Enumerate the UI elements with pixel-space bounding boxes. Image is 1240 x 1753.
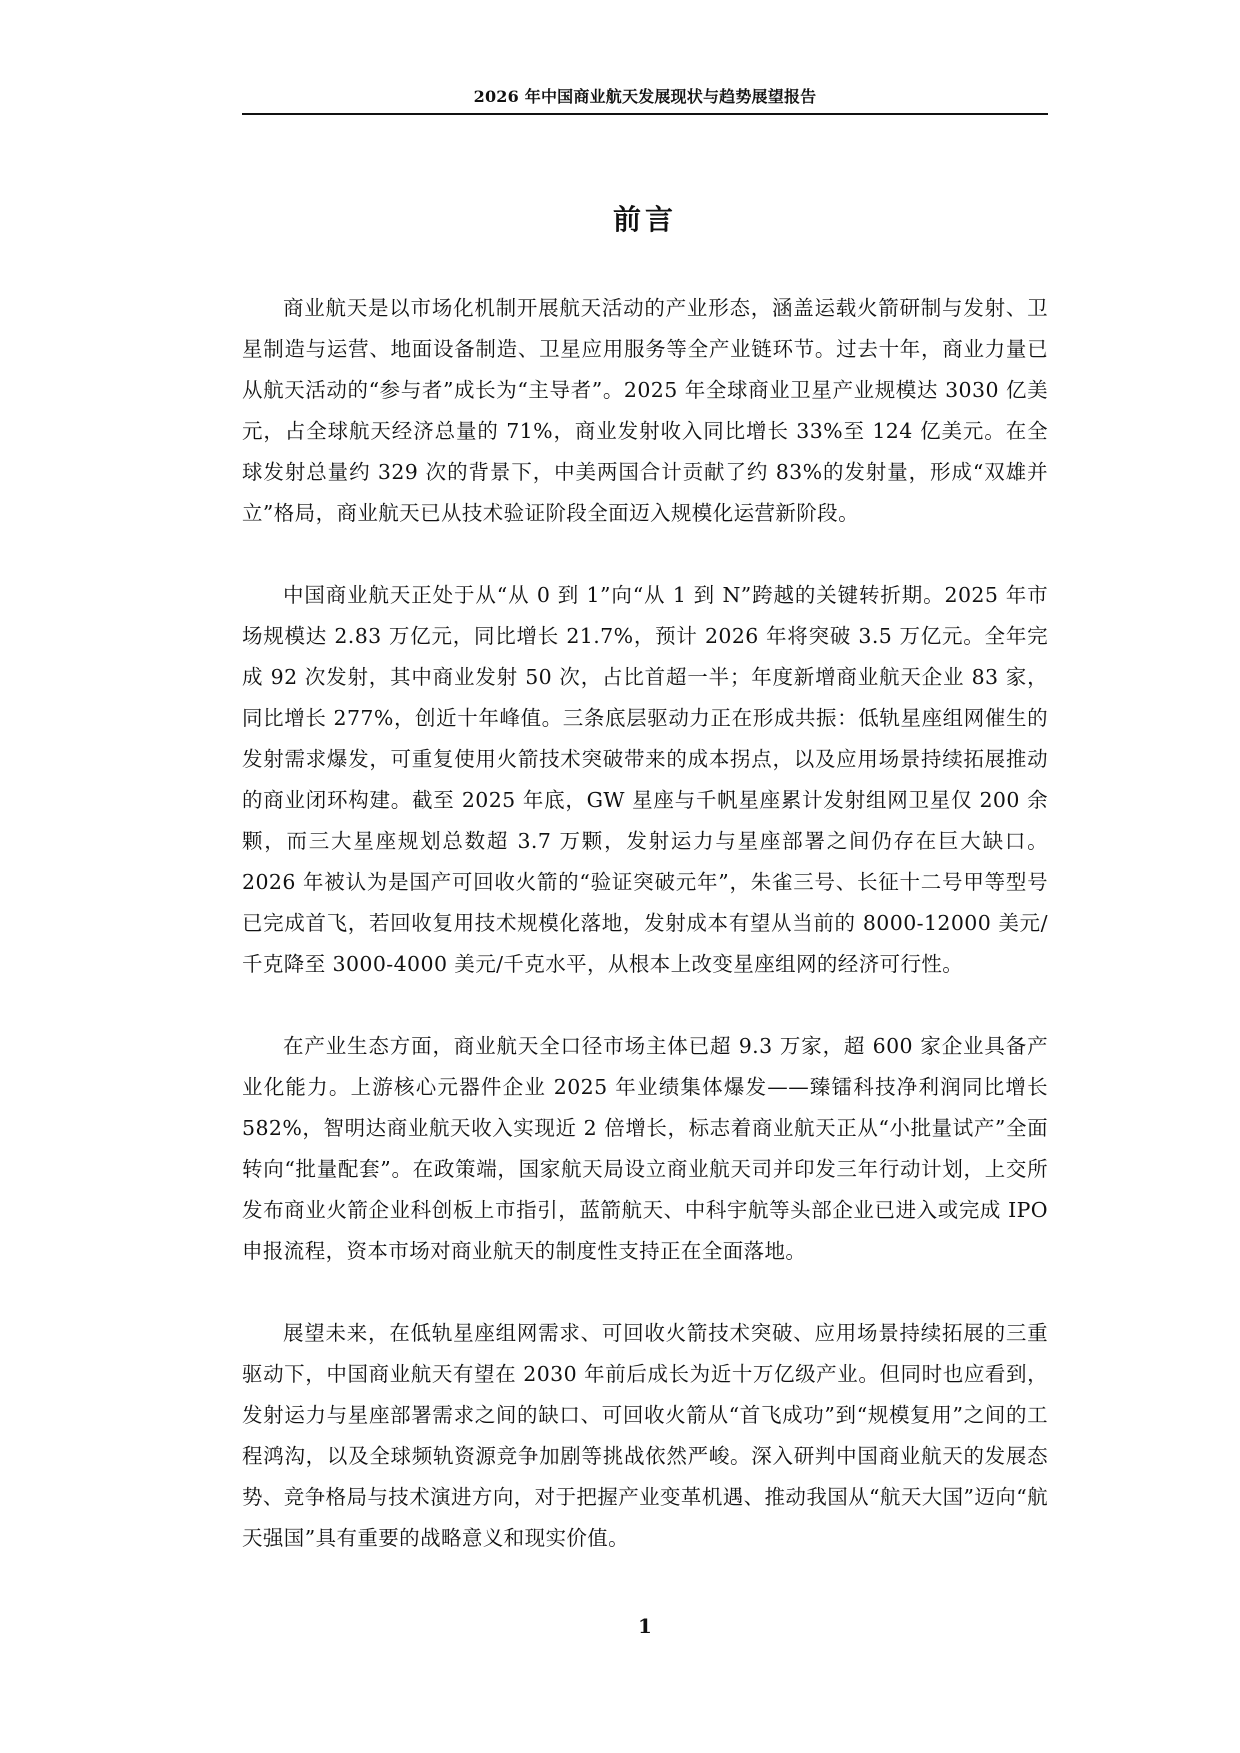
- paragraph: 中国商业航天正处于从“从 0 到 1”向“从 1 到 N”跨越的关键转折期。2025 年市场规模达 2.83 万亿元，同比增长 21.7%，预计 2026 年将突破 3.5 万亿元。全年完成 92 次发射，其中商业发射 50 次，占比首超一半；年度新增商业航天企业 83 家，同比增长 277%，创近十年峰值。三条底层驱动力正在形成共振：低轨星座组网催生的发射需求爆发，可重复使用火箭技术突破带来的成本拐点，以及应用场景持续拓展推动的商业闭环构建。截至 2025 年底，GW 星座与千帆星座累计发射组网卫星仅 200 余颗，而三大星座规划总数超 3.7 万颗，发射运力与星座部署之间仍存在巨大缺口。2026 年被认为是国产可回收火箭的“验证突破元年”，朱雀三号、长征十二号甲等型号已完成首飞，若回收复用技术规模化落地，发射成本有望从当前的 8000-12000 美元/千克降至 3000-4000 美元/千克水平，从根本上改变星座组网的经济可行性。: [242, 583, 1048, 976]
- page-number: 1: [638, 1614, 652, 1638]
- paragraph: 商业航天是以市场化机制开展航天活动的产业形态，涵盖运载火箭研制与发射、卫星制造与运营、地面设备制造、卫星应用服务等全产业链环节。过去十年，商业力量已从航天活动的“参与者”成长为“主导者”。2025 年全球商业卫星产业规模达 3030 亿美元，占全球航天经济总量的 71%，商业发射收入同比增长 33%至 124 亿美元。在全球发射总量约 329 次的背景下，中美两国合计贡献了约 83%的发射量，形成“双雄并立”格局，商业航天已从技术验证阶段全面迈入规模化运营新阶段。: [242, 296, 1048, 525]
- running-header: 2026 年中国商业航天发展现状与趋势展望报告: [473, 87, 817, 106]
- paragraph: 在产业生态方面，商业航天全口径市场主体已超 9.3 万家，超 600 家企业具备产业化能力。上游核心元器件企业 2025 年业绩集体爆发——臻镭科技净利润同比增长 582%，智明达商业航天收入实现近 2 倍增长，标志着商业航天正从“小批量试产”全面转向“批量配套”。在政策端，国家航天局设立商业航天司并印发三年行动计划，上交所发布商业火箭企业科创板上市指引，蓝箭航天、中科宇航等头部企业已进入或完成 IPO 申报流程，资本市场对商业航天的制度性支持正在全面落地。: [242, 1034, 1048, 1263]
- paragraph: 展望未来，在低轨星座组网需求、可回收火箭技术突破、应用场景持续拓展的三重驱动下，中国商业航天有望在 2030 年前后成长为近十万亿级产业。但同时也应看到，发射运力与星座部署需求之间的缺口、可回收火箭从“首飞成功”到“规模复用”之间的工程鸿沟，以及全球频轨资源竞争加剧等挑战依然严峻。深入研判中国商业航天的发展态势、竞争格局与技术演进方向，对于把握产业变革机遇、推动我国从“航天大国”迈向“航天强国”具有重要的战略意义和现实价值。: [242, 1321, 1048, 1550]
- body-text: [242, 288, 1048, 1600]
- page-title: 前言: [612, 203, 677, 236]
- header-rule: [242, 113, 1048, 115]
